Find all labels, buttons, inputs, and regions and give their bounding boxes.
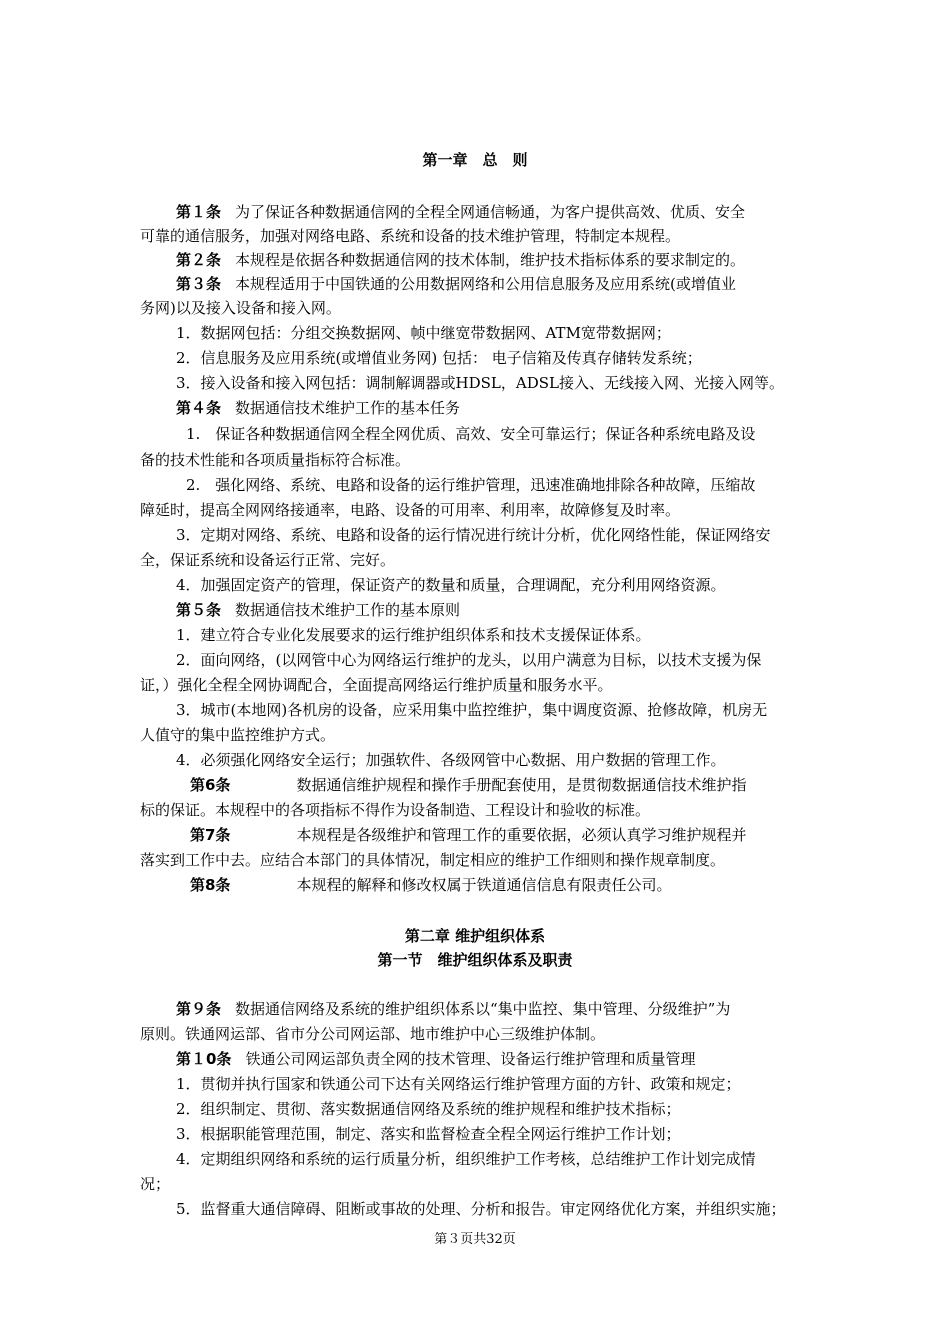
article-5-line-1 [140, 599, 814, 621]
article-4-item-4: 4．加强固定资产的管理，保证资产的数量和质量，合理调配，充分利用网络资源。 [176, 576, 726, 594]
article-4-item-2a: 2. 强化网络、系统、电路和设备的运行维护管理，迅速准确地排除各种故障，压缩故 [186, 476, 756, 494]
article-5-item-1: 1．建立符合专业化发展要求的运行维护组织体系和技术支援保证体系。 [176, 626, 651, 644]
article-5-item-2b: 证，）强化全程全网协调配合，全面提高网络运行维护质量和服务水平。 [140, 676, 613, 694]
article-1-line-1 [140, 201, 814, 223]
chapter-1-title: 第一章 总 则 [422, 151, 528, 169]
article-9-label: 第９条 [176, 1000, 222, 1018]
article-7-line-2: 落实到工作中去。应结合本部门的具体情况，制定相应的维护工作细则和操作规章制度。 [140, 851, 726, 869]
article-7-label: 第7条 [190, 826, 231, 844]
article-5-item-3b: 人值守的集中监控维护方式。 [140, 726, 336, 744]
article-2-label: 第２条 [176, 251, 222, 269]
article-4-item-3a: 3．定期对网络、系统、电路和设备的运行情况进行统计分析，优化网络性能，保证网络安 [176, 526, 771, 544]
article-10-line-1 [140, 1048, 814, 1070]
article-2-line-1 [140, 249, 814, 271]
article-1-label: 第１条 [176, 203, 222, 221]
article-8-text: 本规程的解释和修改权属于铁道通信信息有限责任公司。 [296, 876, 672, 894]
article-4-item-1b: 备的技术性能和各项质量指标符合标准。 [140, 451, 411, 469]
article-10-item-4a: 4．定期组织网络和系统的运行质量分析，组织维护工作考核，总结维护工作计划完成情 [176, 1150, 756, 1168]
article-8-label: 第8条 [190, 876, 231, 894]
article-6-line-1 [140, 774, 814, 796]
section-1-title: 第一节 维护组织体系及职责 [377, 951, 573, 969]
article-7-text: 本规程是各级维护和管理工作的重要依据，必须认真学习维护规程并 [296, 826, 747, 844]
article-4-item-3b: 全，保证系统和设备运行正常、完好。 [140, 551, 396, 569]
article-6-label: 第6条 [190, 776, 231, 794]
article-7-line-1 [140, 824, 814, 846]
chapter-2-title: 第二章 维护组织体系 [404, 927, 546, 945]
article-6-text: 数据通信维护规程和操作手册配套使用，是贯彻数据通信技术维护指 [296, 776, 747, 794]
article-4-text: 数据通信技术维护工作的基本任务 [235, 399, 461, 417]
article-3-item-3: 3．接入设备和接入网包括：调制解调器或HDSL，ADSL接入、无线接入网、光接入网等。 [176, 374, 784, 392]
article-4-label: 第４条 [176, 399, 222, 417]
article-2-text: 本规程是依据各种数据通信网的技术体制，维护技术指标体系的要求制定的。 [235, 251, 746, 269]
article-3-item-1: 1．数据网包括：分组交换数据网、帧中继宽带数据网、ATM宽带数据网； [176, 324, 671, 342]
article-10-item-2: 2．组织制定、贯彻、落实数据通信网络及系统的维护规程和维护技术指标； [176, 1100, 681, 1118]
article-3-line-1 [140, 273, 814, 295]
article-9-text: 数据通信网络及系统的维护组织体系以“集中监控、集中管理、分级维护”为 [235, 1000, 731, 1018]
page-footer: 第３页共32页 [434, 1232, 516, 1247]
article-5-text: 数据通信技术维护工作的基本原则 [235, 601, 461, 619]
article-8-line-1 [140, 874, 814, 896]
article-1-line-2: 可靠的通信服务，加强对网络电路、系统和设备的技术维护管理，特制定本规程。 [140, 227, 681, 245]
article-6-line-2: 标的保证。本规程中的各项指标不得作为设备制造、工程设计和验收的标准。 [140, 801, 651, 819]
article-10-item-5: 5．监督重大通信障碍、阻断或事故的处理、分析和报告。审定网络优化方案，并组织实施； [176, 1200, 786, 1218]
article-1-text: 为了保证各种数据通信网的全程全网通信畅通，为客户提供高效、优质、安全 [235, 203, 746, 221]
article-5-item-4: 4．必须强化网络安全运行；加强软件、各级网管中心数据、用户数据的管理工作。 [176, 751, 726, 769]
article-10-item-1: 1．贯彻并执行国家和铁通公司下达有关网络运行维护管理方面的方针、政策和规定； [176, 1075, 741, 1093]
article-3-item-2: 2．信息服务及应用系统(或增值业务网) 包括： 电子信箱及传真存储转发系统； [176, 349, 702, 367]
article-10-text: 铁通公司网运部负责全网的技术管理、设备运行维护管理和质量管理 [245, 1050, 696, 1068]
article-10-label: 第１0条 [176, 1050, 232, 1068]
article-4-line-1 [140, 397, 814, 419]
article-9-line-1 [140, 998, 814, 1020]
article-3-text: 本规程适用于中国铁通的公用数据网络和公用信息服务及应用系统(或增值业 [235, 275, 736, 293]
article-4-item-2b: 障延时，提高全网网络接通率，电路、设备的可用率、利用率，故障修复及时率。 [140, 501, 681, 519]
article-5-item-3a: 3．城市(本地网)各机房的设备，应采用集中监控维护，集中调度资源、抢修故障，机房无 [176, 701, 768, 719]
article-9-line-2: 原则。铁通网运部、省市分公司网运部、地市维护中心三级维护体制。 [140, 1025, 606, 1043]
article-3-line-2: 务网)以及接入设备和接入网。 [140, 299, 341, 317]
article-10-item-3: 3．根据职能管理范围，制定、落实和监督检查全程全网运行维护工作计划； [176, 1125, 681, 1143]
article-3-label: 第３条 [176, 275, 222, 293]
article-5-item-2a: 2．面向网络，(以网管中心为网络运行维护的龙头，以用户满意为目标，以技术支援为保 [176, 651, 762, 669]
article-4-item-1a: 1. 保证各种数据通信网全程全网优质、高效、安全可靠运行；保证各种系统电路及设 [186, 425, 756, 443]
article-5-label: 第５条 [176, 601, 222, 619]
article-10-item-4b: 况； [140, 1175, 171, 1193]
